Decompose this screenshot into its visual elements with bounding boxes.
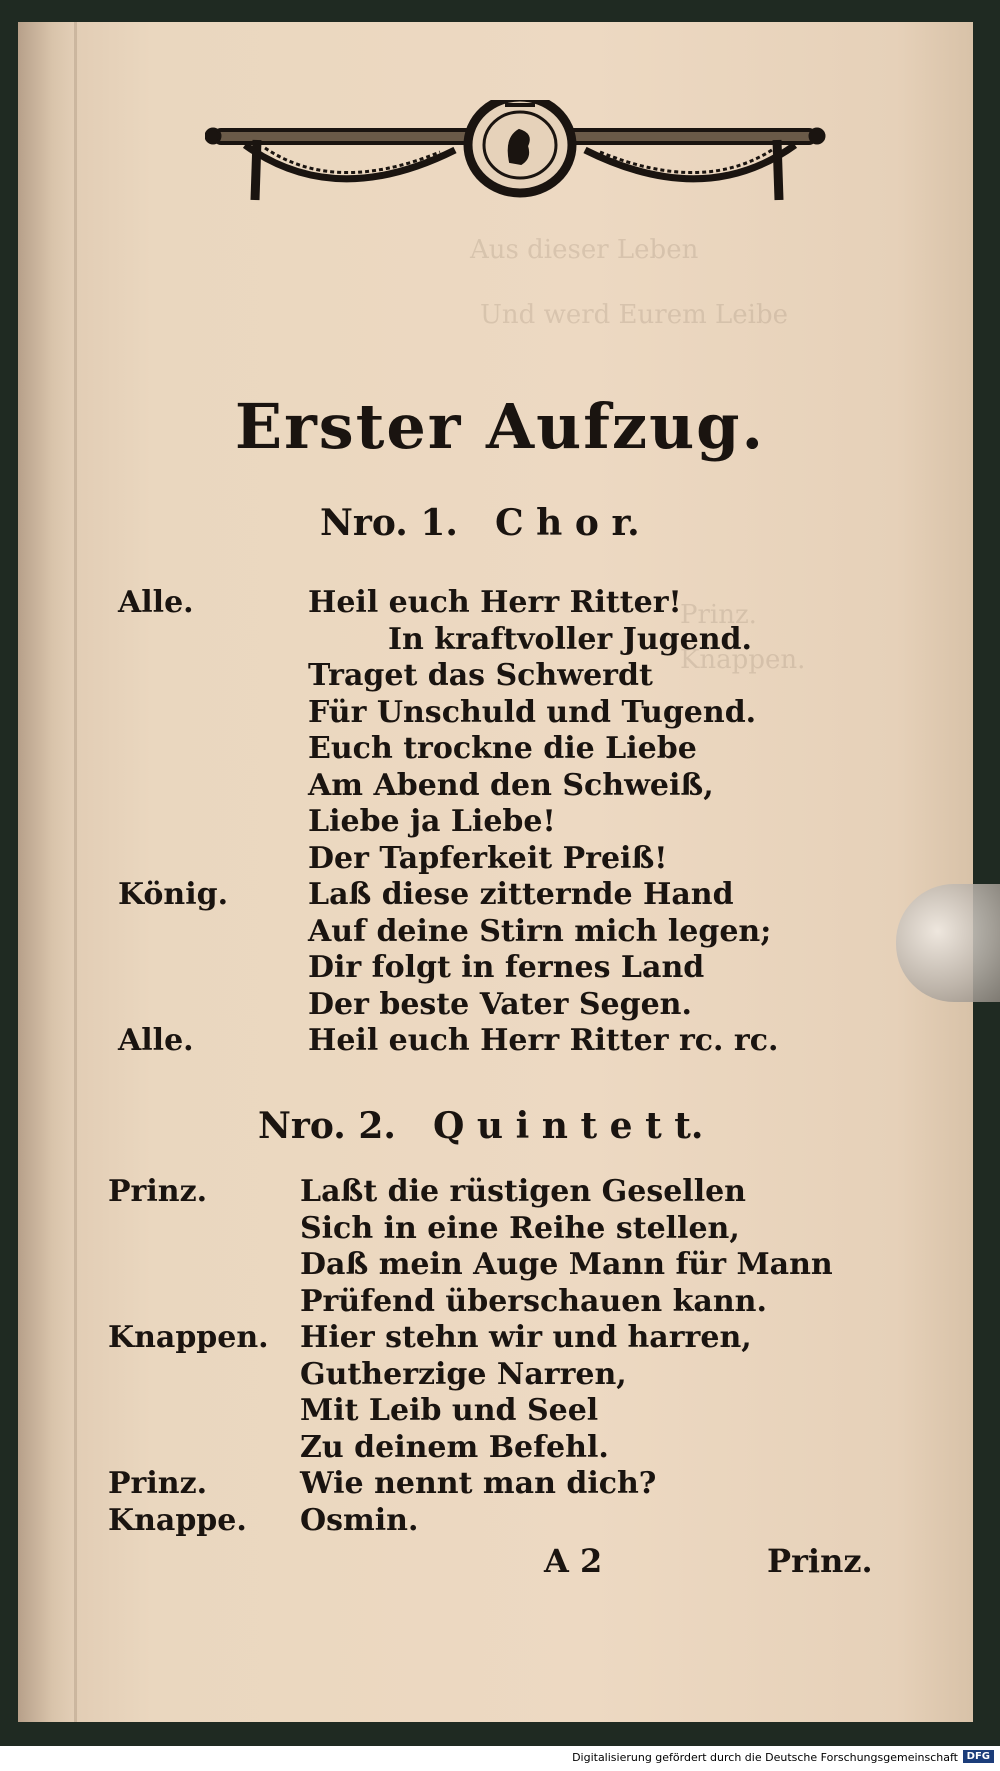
footer-bar xyxy=(0,1746,1000,1771)
verse-line: Osmin. xyxy=(300,1502,419,1538)
section-name: Q u i n t e t t. xyxy=(433,1105,704,1147)
verse-line: Gutherzige Narren, xyxy=(300,1356,627,1392)
show-through-text: Knappen. xyxy=(680,645,806,675)
verse-line: Der beste Vater Segen. xyxy=(308,986,692,1022)
verse-line: Dir folgt in fernes Land xyxy=(308,950,705,985)
section-number: Nro. 1. xyxy=(320,502,458,544)
verse-line: Traget das Schwerdt xyxy=(308,658,653,693)
speaker-label: Alle. xyxy=(118,1023,194,1058)
section-number: Nro. 2. xyxy=(258,1105,396,1147)
head-ornament xyxy=(205,100,835,225)
speaker-label: Knappen. xyxy=(108,1320,269,1355)
verse-line: Auf deine Stirn mich legen; xyxy=(308,913,772,949)
verse-line: Daß mein Auge Mann für Mann xyxy=(300,1247,833,1282)
show-through-text: Aus dieser Leben xyxy=(470,235,699,265)
show-through-text: Und werd Eurem Leibe xyxy=(480,300,789,330)
footer-credit: Digitalisierung gefördert durch die Deutsche Forschungsgemeinschaft xyxy=(572,1751,958,1764)
verse-line: Zu deinem Befehl. xyxy=(300,1429,609,1465)
speaker-label: Prinz. xyxy=(108,1174,208,1209)
verse-line: Heil euch Herr Ritter! xyxy=(308,585,682,620)
verse-line: Liebe ja Liebe! xyxy=(308,804,556,839)
verse-line: Hier stehn wir und harren, xyxy=(300,1320,752,1355)
verse-line: Laß diese zitternde Hand xyxy=(308,877,734,912)
speaker-label: König. xyxy=(118,877,229,912)
verse-line: Euch trockne die Liebe xyxy=(308,731,697,766)
speaker-label: Knappe. xyxy=(108,1502,247,1538)
show-through-text: Prinz. xyxy=(680,600,757,630)
section-name: C h o r. xyxy=(495,502,640,544)
dfg-logo: DFG xyxy=(963,1750,994,1763)
speaker-label: Prinz. xyxy=(108,1466,208,1501)
speaker-label: Alle. xyxy=(118,585,194,620)
verse-line: Mit Leib und Seel xyxy=(300,1393,599,1428)
verse-line: Der Tapferkeit Preiß! xyxy=(308,840,668,876)
book-gutter xyxy=(18,22,76,1722)
verse-line: Am Abend den Schweiß, xyxy=(308,767,714,803)
verse-line: Sich in eine Reihe stellen, xyxy=(300,1210,740,1246)
page-tab-clip xyxy=(896,884,1000,1002)
verse-line: Laßt die rüstigen Gesellen xyxy=(300,1174,746,1209)
signature-mark: A 2 xyxy=(544,1542,603,1580)
verse-line: In kraftvoller Jugend. xyxy=(388,621,752,657)
catchword: Prinz. xyxy=(767,1542,873,1580)
verse-line: Für Unschuld und Tugend. xyxy=(308,694,757,730)
verse-line: Heil euch Herr Ritter rc. rc. xyxy=(308,1023,779,1058)
verse-line: Prüfend überschauen kann. xyxy=(300,1283,767,1319)
act-title: Erster Aufzug. xyxy=(234,390,766,463)
verse-line: Wie nennt man dich? xyxy=(300,1466,657,1501)
gutter-edge xyxy=(74,22,77,1722)
